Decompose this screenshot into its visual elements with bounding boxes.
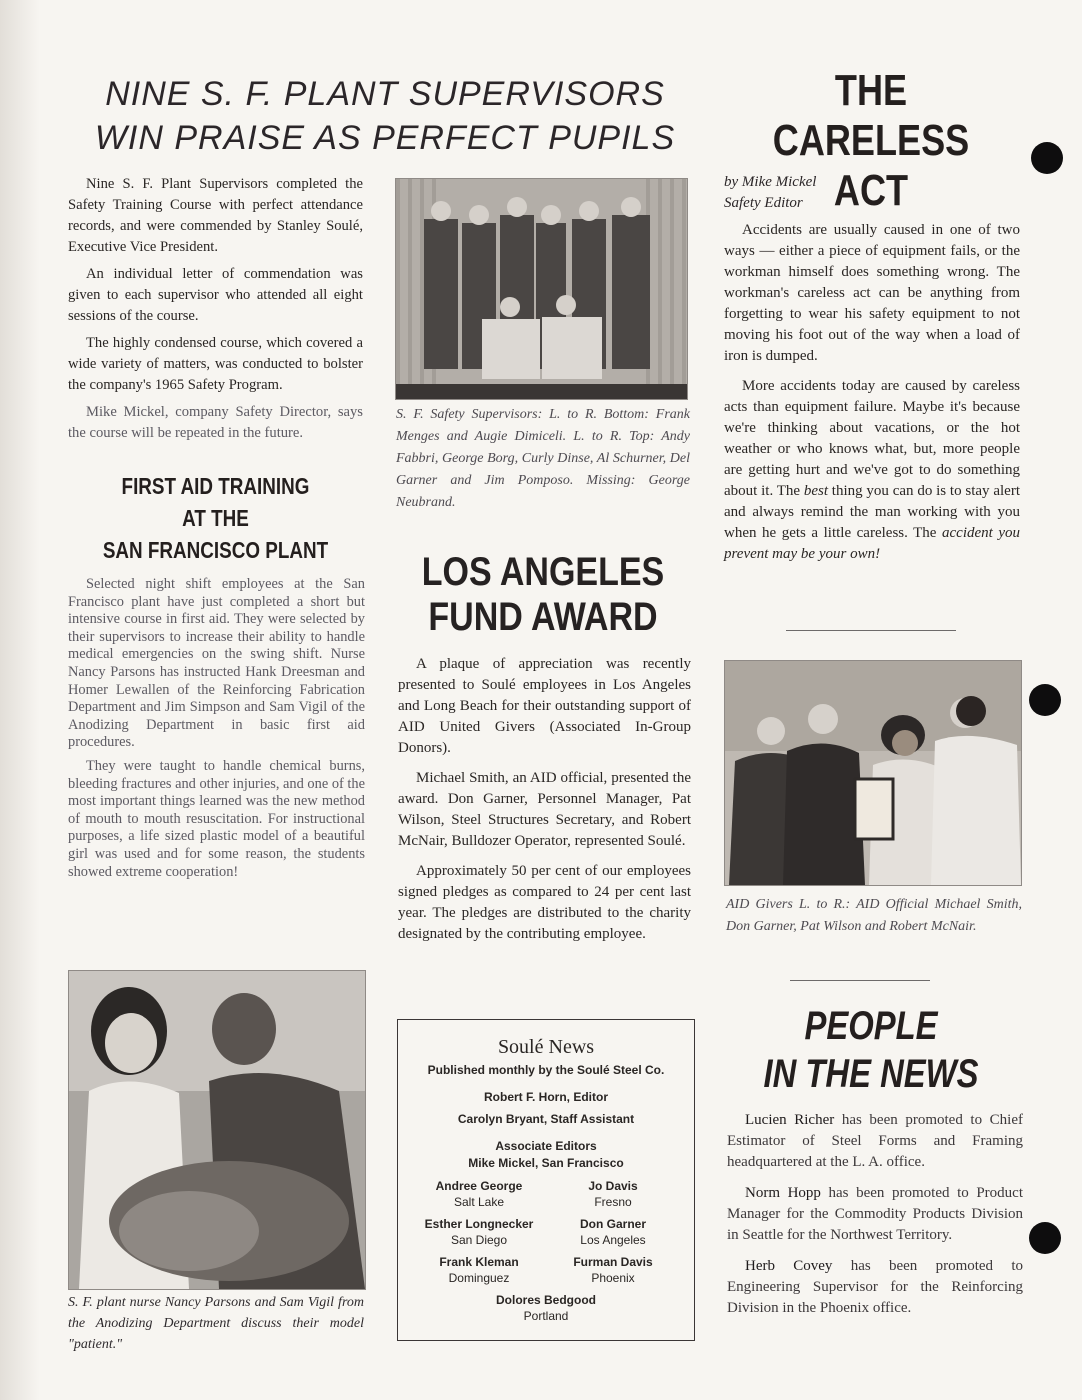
la-award-paragraph: A plaque of appreciation was recently presented to Soulé employees in Los Angeles and Long Beach for their outstanding support of AID United Givers (Associated In-Group Donors). (398, 656, 691, 756)
masthead-editor-entry (546, 1254, 680, 1286)
supervisors-paragraph: Nine S. F. Plant Supervisors completed the Safety Training Course with perfect attendance records, and were commended by Stanley Soulé, Executive Vice President. (68, 176, 363, 255)
masthead-editor-grid (412, 1178, 680, 1286)
first-aid-article (68, 576, 365, 887)
people-headline-line1: PEOPLE (804, 1004, 938, 1048)
masthead-editor-entry (412, 1254, 546, 1286)
careless-paragraph (724, 376, 1020, 565)
binder-hole-top (1031, 142, 1063, 174)
masthead-box (397, 1019, 695, 1341)
person-name: Norm Hopp (745, 1185, 821, 1201)
byline-role: Safety Editor (724, 195, 803, 211)
la-award-headline-line2: FUND AWARD (428, 595, 658, 639)
first-aid-headline-line1: FIRST AID TRAINING (121, 473, 310, 499)
people-article (727, 1110, 1023, 1325)
la-award-headline-line1: LOS ANGELES (421, 550, 665, 594)
first-aid-headline (68, 470, 363, 566)
editor-city: Salt Lake (453, 1195, 505, 1209)
editor-name: Esther Longnecker (424, 1217, 534, 1231)
people-item (727, 1183, 1023, 1246)
divider-rule (786, 630, 956, 631)
la-award-article (398, 654, 691, 951)
editor-name: Dolores Bedgood (495, 1293, 596, 1307)
first-aid-headline-line2: AT THE (182, 505, 249, 531)
masthead-editor-entry (412, 1216, 546, 1248)
editor-city: Fresno (594, 1195, 632, 1209)
editor-name: Andree George (435, 1179, 523, 1193)
careless-byline (724, 172, 924, 214)
people-headline-line2: IN THE NEWS (763, 1052, 979, 1096)
person-news: has been promoted to Chief Estimator of Steel Forms and Framing headquartered at the L. A. office. (727, 1112, 1023, 1170)
careless-article (724, 220, 1020, 571)
la-award-paragraph: Approximately 50 per cent of our employees signed pledges as compared to 24 per cent last year. The pledges are distributed to the charity designated by the contributing employee. (398, 863, 691, 942)
masthead-editor-entry (546, 1216, 680, 1248)
binder-hole-bottom (1029, 1222, 1061, 1254)
person-name: Herb Covey (745, 1258, 833, 1274)
masthead-editor-entry-last (398, 1292, 694, 1324)
supervisors-paragraph: An individual letter of commendation was given to each supervisor who attended all eight sessions of the course. (68, 266, 363, 324)
supervisors-headline (60, 72, 710, 160)
supervisors-article (68, 174, 363, 450)
careless-headline-line1: THE CARELESS (772, 66, 970, 165)
supervisors-paragraph: Mike Mickel, company Safety Director, says the course will be repeated in the future. (68, 404, 363, 441)
divider-rule (790, 980, 930, 981)
la-award-paragraph: Michael Smith, an AID official, presented the award. Don Garner, Personnel Manager, Pat Wilson, Steel Structures Secretary, and Robert McNair, Bulldozer Operator, represented Soulé. (398, 770, 691, 849)
first-aid-paragraph: They were taught to handle chemical burns, bleeding fractures and other injuries, and one of the most important things learned was the new method of mouth to mouth resuscitation. For instructional purposes, a life sized plastic model of a beautiful girl was used and for some reason, the students showed extreme cooperation! (68, 757, 365, 880)
careless-p2-start: More accidents today are caused by careless acts than equipment failure. Maybe it's because we're thinking about vacations, or the hot weather or who knows what, but, more people are getting hurt and we've got to do something about it. The (724, 378, 1020, 499)
people-item (727, 1110, 1023, 1173)
careless-headline-line2: ACT (833, 166, 909, 215)
supervisors-photo-image (396, 179, 687, 399)
careless-p2-middle: thing you can do is to stay alert and always remind the man working with you when he gets a little careless. The (724, 483, 1020, 541)
masthead-subtitle: Published monthly by the Soulé Steel Co. (427, 1063, 665, 1077)
page-edge-shadow (0, 0, 40, 1400)
careless-p2-closing: accident you prevent may be your own! (724, 525, 1021, 562)
editor-city: Dominguez (448, 1271, 510, 1285)
first-aid-paragraph: Selected night shift employees at the San Francisco plant have just completed a short but intensive course in first aid. They were selected by their supervisors to increase their ability to handle medical emergencies on the swing shift. Nurse Nancy Parsons has instructed Hank Dreesman and Homer Lewallen of the Reinforcing Fabrication Department and Jim Simpson and Sam Vigil of the Anodizing Department in basic first aid procedures. (68, 576, 365, 751)
editor-city: Phoenix (591, 1271, 635, 1285)
supervisors-headline-line1: NINE S. F. PLANT SUPERVISORS (105, 75, 665, 113)
masthead-assistant: Carolyn Bryant, Staff Assistant (457, 1112, 635, 1126)
masthead-editor: Robert F. Horn, Editor (484, 1090, 608, 1104)
masthead-editor-entry (412, 1178, 546, 1210)
first-aid-photo-caption: S. F. plant nurse Nancy Parsons and Sam Vigil from the Anodizing Department discuss their model "patient." (68, 1295, 364, 1352)
people-headline (712, 1002, 1030, 1098)
person-news: has been promoted to Engineering Supervisor for the Reinforcing Division in the Phoenix office. (727, 1258, 1024, 1316)
supervisors-headline-line2: WIN PRAISE AS PERFECT PUPILS (94, 119, 676, 157)
editor-city: Portland (523, 1309, 569, 1323)
editor-name: Furman Davis (573, 1255, 653, 1269)
editor-name: Frank Kleman (439, 1255, 519, 1269)
aid-givers-photo (724, 660, 1022, 886)
careless-paragraph: Accidents are usually caused in one of two ways — either a piece of equipment fails, or the workman himself does something wrong. The workman's careless act can be anything from forgetting to wear his safety equipment to not moving his foot out of the way when a load of iron is dumped. (724, 222, 1020, 364)
first-aid-photo-image (69, 971, 365, 1289)
masthead-associate-heading: Associate Editors (495, 1139, 597, 1153)
binder-hole-middle (1029, 684, 1061, 716)
careless-p2-emphasis: best (803, 483, 829, 499)
la-award-headline (398, 550, 688, 640)
first-aid-headline-line3: SAN FRANCISCO PLANT (102, 537, 329, 563)
aid-givers-photo-image (725, 661, 1021, 885)
supervisors-paragraph: The highly condensed course, which covered a wide variety of matters, was conducted to bolster the company's 1965 Safety Program. (68, 335, 363, 393)
editor-name: Don Garner (579, 1217, 646, 1231)
byline-author: by Mike Mickel (724, 174, 817, 190)
supervisors-photo (395, 178, 688, 400)
first-aid-photo (68, 970, 366, 1290)
masthead-associate-lead: Mike Mickel, San Francisco (468, 1156, 624, 1170)
masthead-title: Soulé News (497, 1036, 595, 1058)
masthead-editor-entry (546, 1178, 680, 1210)
person-news: has been promoted to Product Manager for the Commodity Products Division in Seattle for the Northwest Territory. (727, 1185, 1023, 1243)
editor-name: Jo Davis (588, 1179, 638, 1193)
aid-givers-photo-caption: AID Givers L. to R.: AID Official Michael Smith, Don Garner, Pat Wilson and Robert McNair. (726, 897, 1022, 934)
supervisors-photo-caption: S. F. Safety Supervisors: L. to R. Bottom: Frank Menges and Augie Dimiceli. L. to R. Top: Andy Fabbri, George Borg, Curly Dinse, Al Schurner, Del Garner and Jim Pomposo. Missing: George Neubrand. (396, 407, 690, 510)
editor-city: Los Angeles (580, 1233, 646, 1247)
editor-city: San Diego (450, 1233, 508, 1247)
people-item (727, 1256, 1023, 1319)
person-name: Lucien Richer (745, 1112, 835, 1128)
